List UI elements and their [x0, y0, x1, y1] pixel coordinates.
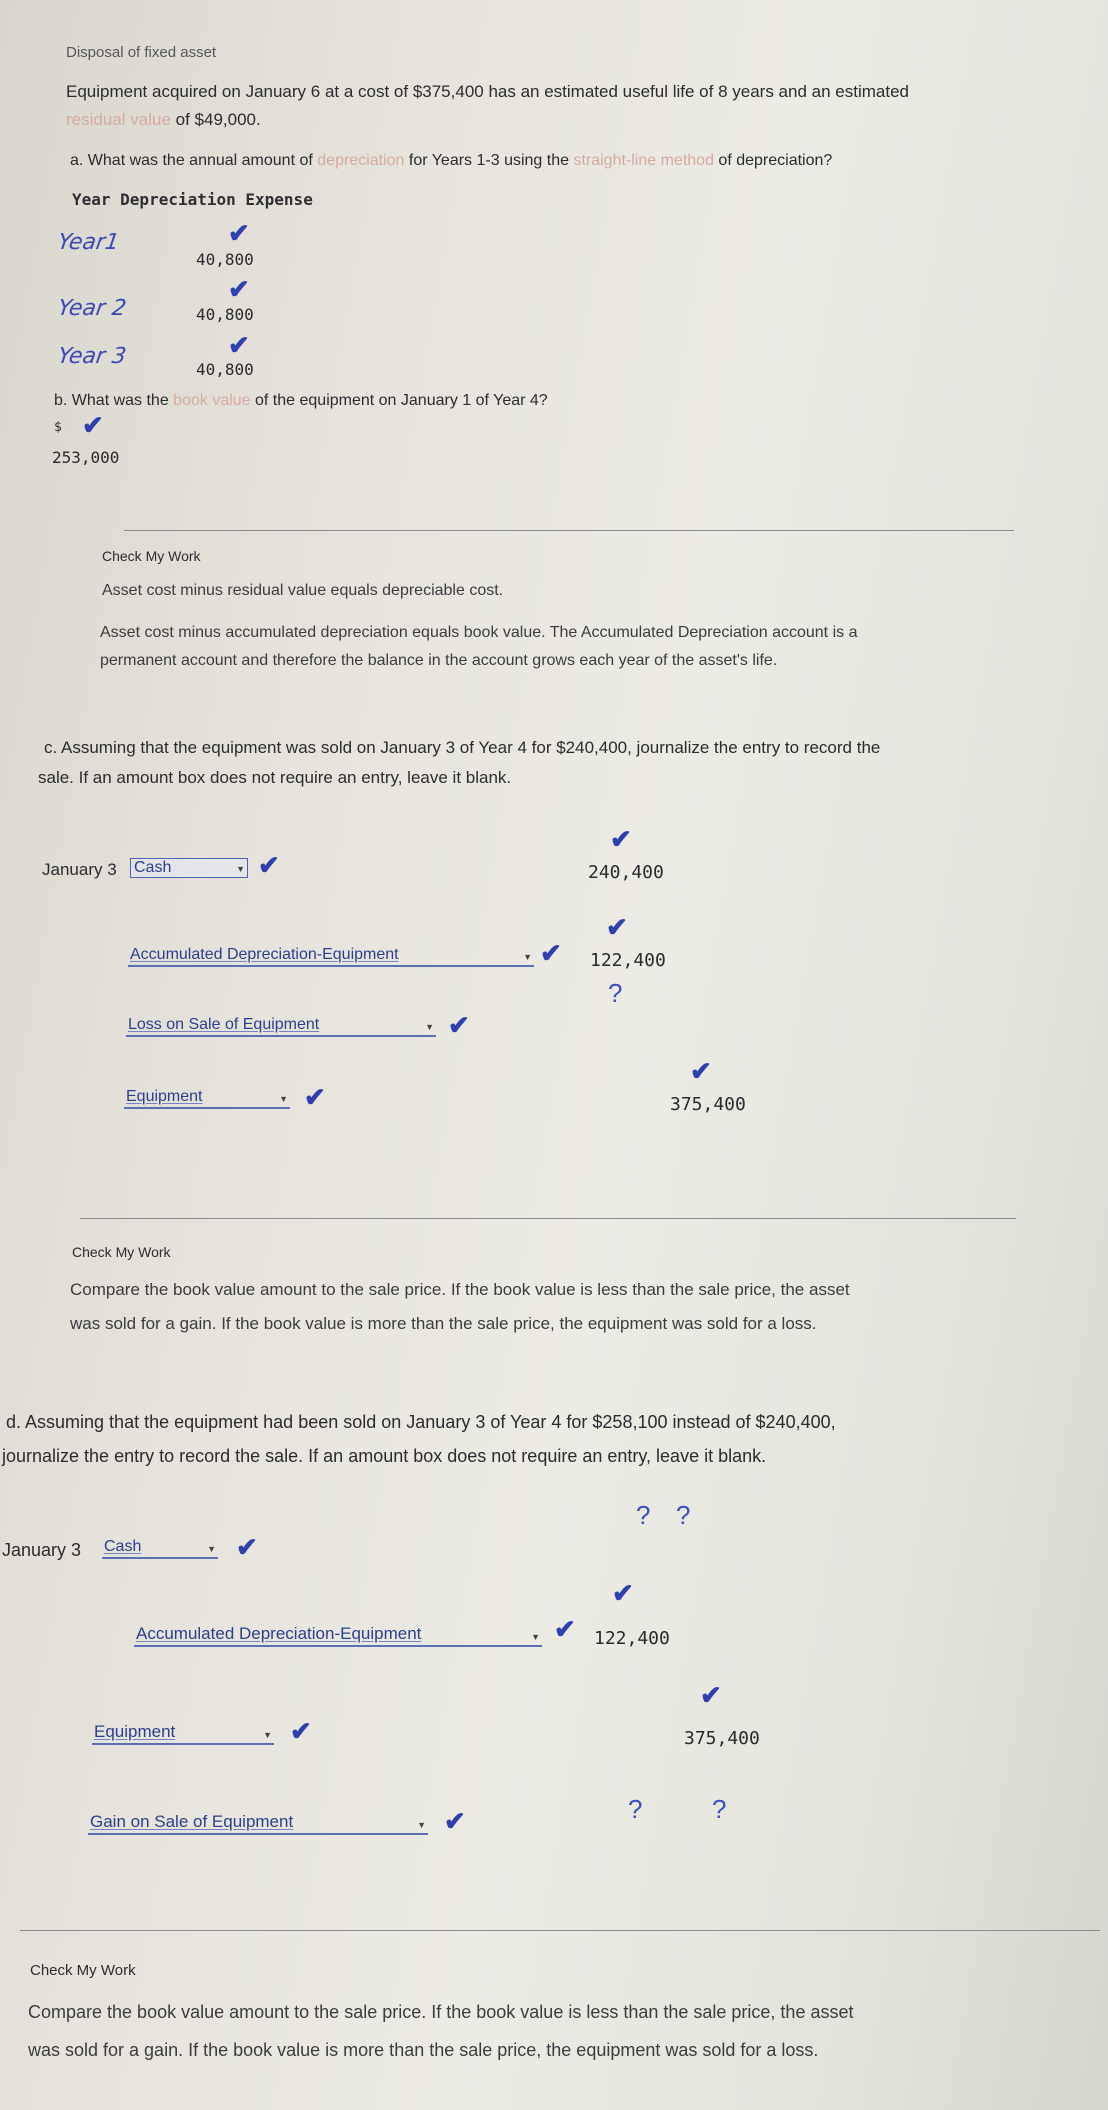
question-b: [54, 392, 548, 410]
check-mark-icon: ✔: [612, 1578, 634, 1608]
term-book-value[interactable]: book value: [173, 392, 251, 409]
term-depreciation[interactable]: depreciation: [317, 152, 405, 169]
question-mark-annotation: ?: [608, 978, 623, 1008]
check-my-work-heading[interactable]: Check My Work: [30, 1962, 136, 1979]
entry-c-amount-2[interactable]: 122,400: [590, 950, 666, 971]
check-mark-icon: ✔: [290, 1716, 312, 1746]
check-mark-icon: ✔: [236, 1532, 258, 1562]
check-mark-icon: ✔: [690, 1056, 712, 1086]
check-1-line3: permanent account and therefore the balance in the account grows each year of the asset's life.: [100, 652, 778, 669]
check-mark-icon: ✔: [304, 1082, 326, 1112]
entry-c-account-2: Accumulated Depreciation-Equipment: [130, 946, 399, 963]
entry-c-account-4: Equipment: [126, 1088, 203, 1105]
page-title: Disposal of fixed asset: [66, 44, 217, 61]
entry-c-amount-1[interactable]: 240,400: [588, 862, 664, 883]
question-a: [70, 152, 832, 170]
depreciation-table-header: Year Depreciation Expense: [72, 190, 313, 209]
caret-down-icon: ▼: [207, 1544, 216, 1554]
check-mark-icon: ✔: [444, 1806, 466, 1836]
question-mark-annotation: ?: [628, 1794, 643, 1824]
question-c-line2: sale. If an amount box does not require an entry, leave it blank.: [38, 768, 512, 787]
entry-c-account-1: Cash: [134, 859, 172, 876]
entry-d-account-3: Equipment: [94, 1722, 176, 1741]
question-a-suffix: of depreciation?: [718, 152, 833, 169]
year-2-label: Year 2: [56, 296, 128, 321]
question-c-line1: c. Assuming that the equipment was sold on January 3 of Year 4 for $240,400, journalize the entry to record the: [44, 738, 881, 757]
year-2-depreciation[interactable]: 40,800: [196, 305, 254, 324]
check-mark-icon: ✔: [606, 912, 628, 942]
check-1-line1: Asset cost minus residual value equals depreciable cost.: [102, 582, 504, 599]
entry-d-account-1-select[interactable]: [102, 1538, 218, 1559]
term-residual-value[interactable]: residual value: [66, 110, 171, 129]
entry-c-date: January 3: [42, 860, 117, 879]
caret-down-icon: ▼: [523, 952, 532, 962]
problem-intro-line2: [66, 110, 261, 130]
entry-d-account-4: Gain on Sale of Equipment: [90, 1812, 294, 1831]
currency-symbol: $: [54, 420, 62, 435]
question-a-prefix: a. What was the annual amount of: [70, 152, 313, 169]
entry-c-account-1-select[interactable]: [130, 858, 248, 878]
check-mark-icon: ✔: [540, 938, 562, 968]
question-d-line2: journalize the entry to record the sale. If an amount box does not require an entry, leave it blank.: [2, 1446, 767, 1466]
check-2-line1: Compare the book value amount to the sale price. If the book value is less than the sale price, the asset: [70, 1280, 850, 1299]
check-mark-icon: ✔: [228, 330, 250, 360]
entry-d-amount-3[interactable]: 375,400: [684, 1728, 760, 1749]
entry-c-account-3: Loss on Sale of Equipment: [128, 1016, 320, 1033]
question-mark-annotation: ?: [712, 1794, 727, 1824]
check-3-line1: Compare the book value amount to the sale price. If the book value is less than the sale price, the asset: [28, 2002, 854, 2022]
year-3-depreciation[interactable]: 40,800: [196, 360, 254, 379]
entry-d-amount-2[interactable]: 122,400: [594, 1628, 670, 1649]
check-mark-icon: ✔: [700, 1680, 722, 1710]
year-1-label: Year1: [56, 230, 121, 255]
entry-c-account-2-select[interactable]: [128, 946, 534, 967]
entry-d-account-4-select[interactable]: [88, 1812, 428, 1835]
check-mark-icon: ✔: [228, 218, 250, 248]
entry-c-account-4-select[interactable]: [124, 1088, 290, 1109]
check-mark-icon: ✔: [554, 1614, 576, 1644]
intro-suffix: of $49,000.: [175, 110, 261, 129]
entry-d-account-2: Accumulated Depreciation-Equipment: [136, 1624, 422, 1643]
problem-intro-line1: Equipment acquired on January 6 at a cost of $375,400 has an estimated useful life of 8 years and an estimated: [66, 82, 909, 101]
check-3-line2: was sold for a gain. If the book value is more than the sale price, the equipment was sold for a loss.: [28, 2040, 819, 2060]
check-my-work-heading[interactable]: Check My Work: [102, 548, 201, 564]
entry-d-account-2-select[interactable]: [134, 1624, 542, 1647]
check-mark-icon: ✔: [610, 824, 632, 854]
check-1-line2: Asset cost minus accumulated depreciation equals book value. The Accumulated Depreciation account is a: [100, 624, 858, 641]
term-straight-line-method[interactable]: straight-line method: [573, 152, 714, 169]
caret-down-icon: ▼: [263, 1730, 272, 1740]
check-my-work-heading[interactable]: Check My Work: [72, 1244, 171, 1260]
question-b-prefix: b. What was the: [54, 392, 169, 409]
caret-down-icon: ▼: [531, 1632, 540, 1642]
caret-down-icon: ▼: [279, 1094, 288, 1104]
year-1-depreciation[interactable]: 40,800: [196, 250, 254, 269]
question-mark-annotation: ?: [636, 1500, 651, 1530]
check-mark-icon: ✔: [448, 1010, 470, 1040]
entry-d-account-1: Cash: [104, 1538, 142, 1555]
question-b-suffix: of the equipment on January 1 of Year 4?: [255, 392, 548, 409]
caret-down-icon: ▼: [417, 1820, 426, 1830]
entry-d-date: January 3: [2, 1540, 82, 1560]
check-mark-icon: ✔: [228, 274, 250, 304]
check-2-line2: was sold for a gain. If the book value is more than the sale price, the equipment was sold for a loss.: [70, 1314, 817, 1333]
divider: [20, 1930, 1100, 1931]
check-mark-icon: ✔: [82, 410, 104, 440]
divider: [124, 530, 1014, 531]
caret-down-icon: ▼: [236, 864, 245, 874]
entry-c-account-3-select[interactable]: [126, 1016, 436, 1037]
caret-down-icon: ▼: [425, 1022, 434, 1032]
year-3-label: Year 3: [56, 344, 128, 369]
question-a-mid: for Years 1-3 using the: [408, 152, 569, 169]
question-d-line1: d. Assuming that the equipment had been sold on January 3 of Year 4 for $258,100 instead of $240,400,: [6, 1412, 836, 1432]
entry-d-account-3-select[interactable]: [92, 1722, 274, 1745]
check-mark-icon: ✔: [258, 850, 280, 880]
entry-c-amount-4[interactable]: 375,400: [670, 1094, 746, 1115]
divider: [80, 1218, 1016, 1219]
book-value-answer[interactable]: 253,000: [52, 448, 120, 467]
question-mark-annotation: ?: [676, 1500, 691, 1530]
